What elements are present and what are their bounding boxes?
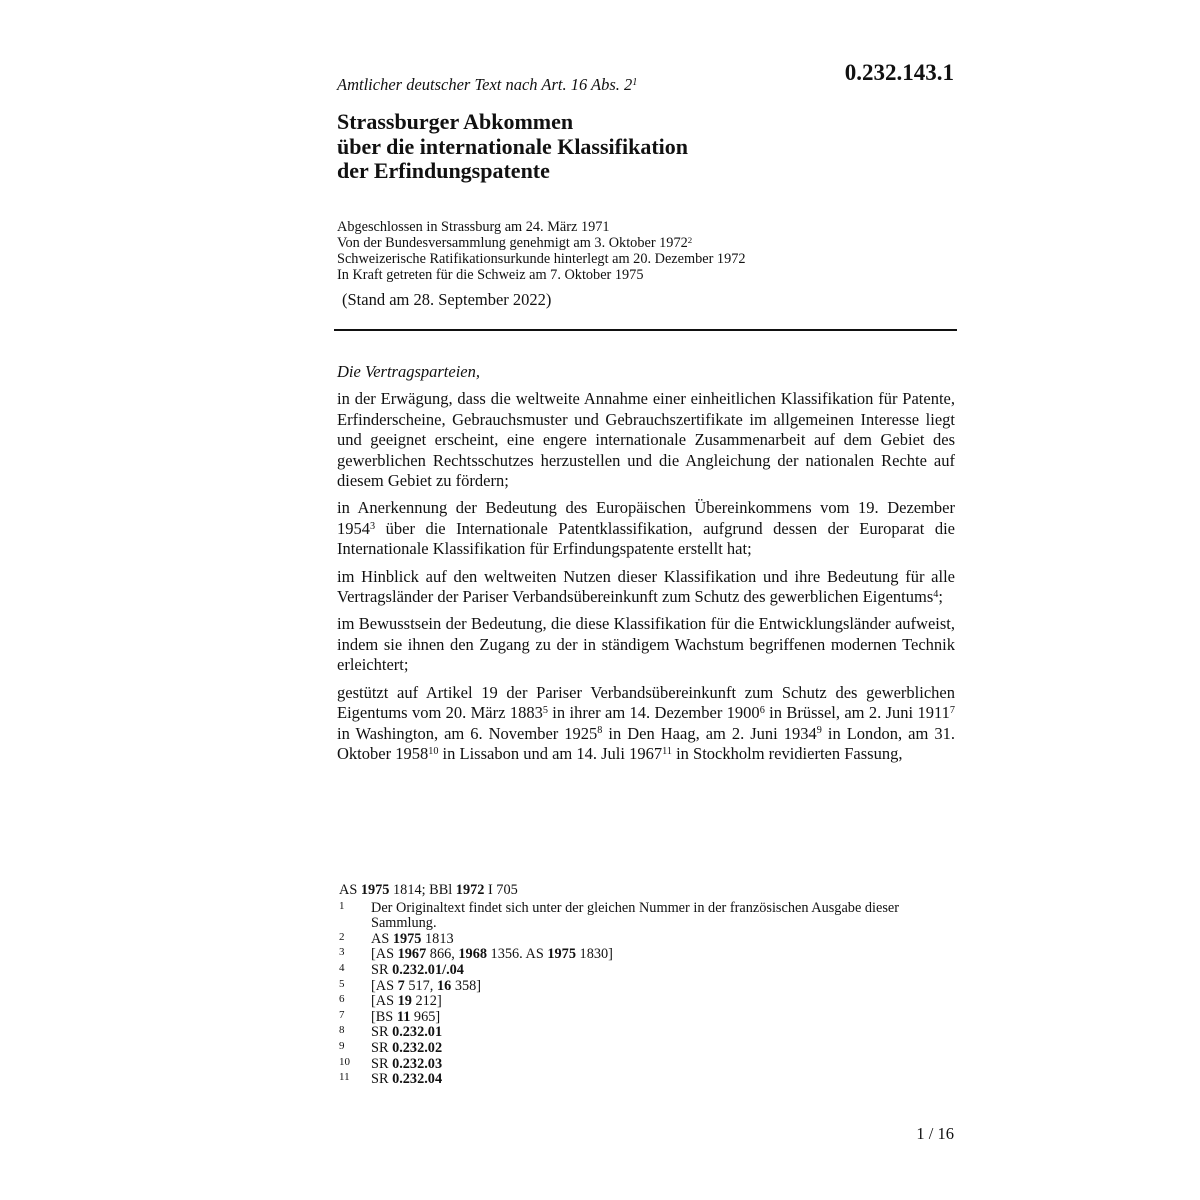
footnote-item: [339, 994, 939, 1010]
preamble-paragraph-1: in der Erwägung, dass die weltweite Annahme einer einheitlichen Klassifikation für Patente, Erfinderscheine, Gebrauchsmuster und Gebrauchszertifikate im allgemeinen Interesse liegt und geeignet erscheint, eine engere internationale Zusammenarbeit auf dem Gebiet des gewerblichen Rechtsschutzes herzustellen und die Angleichung der nationalen Rechte auf diesem Gebiet zu fördern;: [337, 389, 955, 491]
footnote-ref-10[interactable]: 10: [428, 745, 439, 757]
paragraph-text: im Hinblick auf den weltweiten Nutzen dieser Klassifikation und ihre Bedeutung für alle Vertragsländer der Pariser Verbandsübereinkunft zum Schutz des gewerblichen Eigentums: [337, 566, 955, 607]
official-text-note-text: Amtlicher deutscher Text nach Art. 16 Abs. 2: [337, 75, 633, 94]
title-line-3: der Erfindungspatente: [337, 158, 550, 183]
sr-number: 0.232.143.1: [844, 60, 954, 85]
concluded-line: Abgeschlossen in Strassburg am 24. März 1971: [337, 219, 610, 235]
ref-text: 1814; BBl: [389, 882, 456, 898]
footnote-bold-ref: 0.232.01: [392, 1024, 443, 1041]
footnote-bold-ref: 0.232.01/.04: [392, 961, 464, 978]
footnote-item: [339, 1010, 939, 1026]
footnote-part: 1813: [421, 930, 454, 947]
page-number: 1 / 16: [916, 1124, 954, 1143]
stand-date: (Stand am 28. September 2022): [342, 290, 552, 309]
footnote-item: [339, 1041, 939, 1057]
footnote-text: [371, 979, 939, 995]
footnote-part: 358]: [451, 977, 482, 994]
footnote-ref-6[interactable]: 6: [759, 704, 765, 716]
footnote-bold-ref: 1967: [397, 946, 427, 963]
document-metadata: [337, 219, 746, 283]
footnote-bold-ref: 19: [397, 993, 412, 1010]
footnote-ref-4[interactable]: 4: [933, 588, 939, 600]
footnote-number: 10: [339, 1055, 350, 1068]
paragraph-text: in Brüssel, am 2. Juni 1911: [764, 703, 950, 723]
footnote-part: 866,: [426, 946, 459, 963]
footnote-part: [AS: [371, 993, 398, 1010]
footnote-text: [371, 1057, 939, 1073]
footnote-part: SR: [371, 1055, 393, 1072]
footnote-item: [339, 979, 939, 995]
footnote-bold-ref: 0.232.02: [392, 1039, 443, 1056]
paragraph-text: in Anerkennung der Bedeutung des Europäischen Übereinkommens vom 19. Dezember 1954: [337, 498, 955, 538]
paragraph-text: in London, am 31. Oktober 1958: [337, 723, 955, 763]
footnote-ref-3[interactable]: 3: [370, 520, 376, 532]
title-line-2: über die internationale Klassifikation: [337, 133, 689, 159]
document-title: [337, 110, 688, 184]
paragraph-text: in ihrer am 14. Dezember 1900: [547, 703, 760, 723]
paragraph-text: in Lissabon und am 14. Juli 1967: [438, 743, 663, 763]
footnote-item: [339, 1057, 939, 1073]
footnote-number: 9: [339, 1039, 345, 1052]
paragraph-text: in Washington, am 6. November 1925: [337, 723, 598, 743]
footnote-number: 1: [339, 899, 345, 912]
footnote-text: [371, 901, 939, 932]
preamble-paragraph-3: [337, 567, 955, 608]
footnote-bold-ref: 1968: [458, 946, 487, 963]
preamble-paragraph-2: [337, 498, 955, 559]
footnote-part: Der Originaltext findet sich unter der gleichen Nummer in der französischen Ausgabe dieser Sammlung.: [371, 899, 900, 932]
footnote-number: 3: [339, 946, 345, 959]
ref-bold: 1972: [455, 882, 485, 898]
ratification-line: Schweizerische Ratifikationsurkunde hinterlegt am 20. Dezember 1972: [337, 251, 746, 268]
footnote-ref-1[interactable]: 1: [632, 76, 638, 88]
in-force-line: In Kraft getreten für die Schweiz am 7. Oktober 1975: [337, 267, 644, 284]
footnote-part: AS: [371, 930, 393, 947]
footnote-number: 7: [339, 1008, 345, 1021]
footnote-part: 1356. AS: [486, 946, 548, 963]
footnote-part: [AS: [371, 977, 398, 994]
footnote-part: SR: [371, 1071, 393, 1088]
footnote-part: 965]: [410, 1008, 441, 1025]
footnote-item: [339, 932, 939, 948]
footnote-part: SR: [371, 961, 393, 978]
footnote-item: [339, 901, 939, 932]
official-text-note: [337, 75, 637, 95]
footnote-ref-11[interactable]: 11: [662, 745, 672, 757]
footnote-bold-ref: 0.232.04: [392, 1071, 443, 1088]
paragraph-text: gestützt auf Artikel 19 der Pariser Verbandsübereinkunft zum Schutz des gewerblichen Eigentums vom 20. März 1883: [337, 682, 955, 723]
footnote-number: 5: [339, 977, 345, 990]
preamble-heading: Die Vertragsparteien,: [337, 362, 480, 381]
footnote-bold-ref: 16: [436, 977, 452, 994]
footnote-bold-ref: 11: [396, 1008, 411, 1025]
footnote-item: [339, 1025, 939, 1041]
footnote-bold-ref: 0.232.03: [392, 1055, 443, 1072]
ref-text: I 705: [484, 882, 518, 898]
footnote-item: [339, 1072, 939, 1088]
footnote-text: [371, 1041, 939, 1057]
footnote-part: [BS: [371, 1008, 397, 1025]
footnote-bold-ref: 1975: [547, 946, 576, 963]
footnote-number: 11: [339, 1071, 350, 1084]
footnote-bold-ref: 7: [397, 977, 405, 994]
footnote-part: SR: [371, 1024, 393, 1041]
footnote-number: 4: [339, 961, 345, 974]
footnote-item: [339, 947, 939, 963]
footnote-ref-9[interactable]: 9: [816, 725, 822, 737]
footnote-text: [371, 994, 939, 1010]
footnote-text: [371, 963, 939, 979]
footnote-item: [339, 963, 939, 979]
footnote-number: 2: [339, 930, 345, 943]
footnote-text: [371, 1025, 939, 1041]
paragraph-text: in Stockholm revidierten Fassung,: [671, 743, 903, 763]
footnote-number: 8: [339, 1024, 345, 1037]
approved-text: Von der Bundesversammlung genehmigt am 3. Oktober 1972: [337, 235, 688, 252]
paragraph-text: in Den Haag, am 2. Juni 1934: [602, 723, 817, 743]
footnote-part: SR: [371, 1039, 393, 1056]
footnote-bold-ref: 1975: [392, 930, 422, 947]
footnote-text: [371, 1072, 939, 1088]
footnote-list: [339, 901, 939, 1088]
preamble-paragraph-4: im Bewusstsein der Bedeutung, die diese Klassifikation für die Entwicklungsländer aufweist, indem sie ihnen den Zugang zu der in ständigem Wachstum begriffenen modernen Technik erleichtert;: [337, 614, 955, 675]
footnote-number: 6: [339, 993, 345, 1006]
preamble-paragraph-5: [337, 683, 955, 765]
footnote-ref-5[interactable]: 5: [542, 704, 548, 716]
footnotes: [339, 883, 939, 1088]
ref-text: AS: [339, 882, 361, 898]
footnote-text: [371, 947, 939, 963]
footnote-ref-2[interactable]: 2: [687, 234, 693, 245]
footnote-part: 1830]: [575, 946, 613, 963]
header-divider: [334, 329, 957, 331]
title-line-1: Strassburger Abkommen: [337, 109, 574, 134]
approved-line: [337, 235, 746, 251]
paragraph-text: über die Internationale Patentklassifikation, aufgrund dessen der Europarat die Internationale Klassifikation für Erfindungspatente erstellt hat;: [337, 518, 955, 559]
footnote-ref-8[interactable]: 8: [597, 725, 603, 737]
preamble: [337, 362, 955, 771]
footnote-part: [AS: [371, 946, 398, 963]
footnote-part: 212]: [411, 993, 442, 1010]
ref-bold: 1975: [360, 882, 390, 898]
footnote-ref-7[interactable]: 7: [949, 704, 955, 716]
footnote-text: [371, 932, 939, 948]
publication-reference: [339, 883, 939, 899]
footnote-part: 517,: [404, 977, 437, 994]
footnote-text: [371, 1010, 939, 1026]
paragraph-text: ;: [938, 587, 943, 607]
